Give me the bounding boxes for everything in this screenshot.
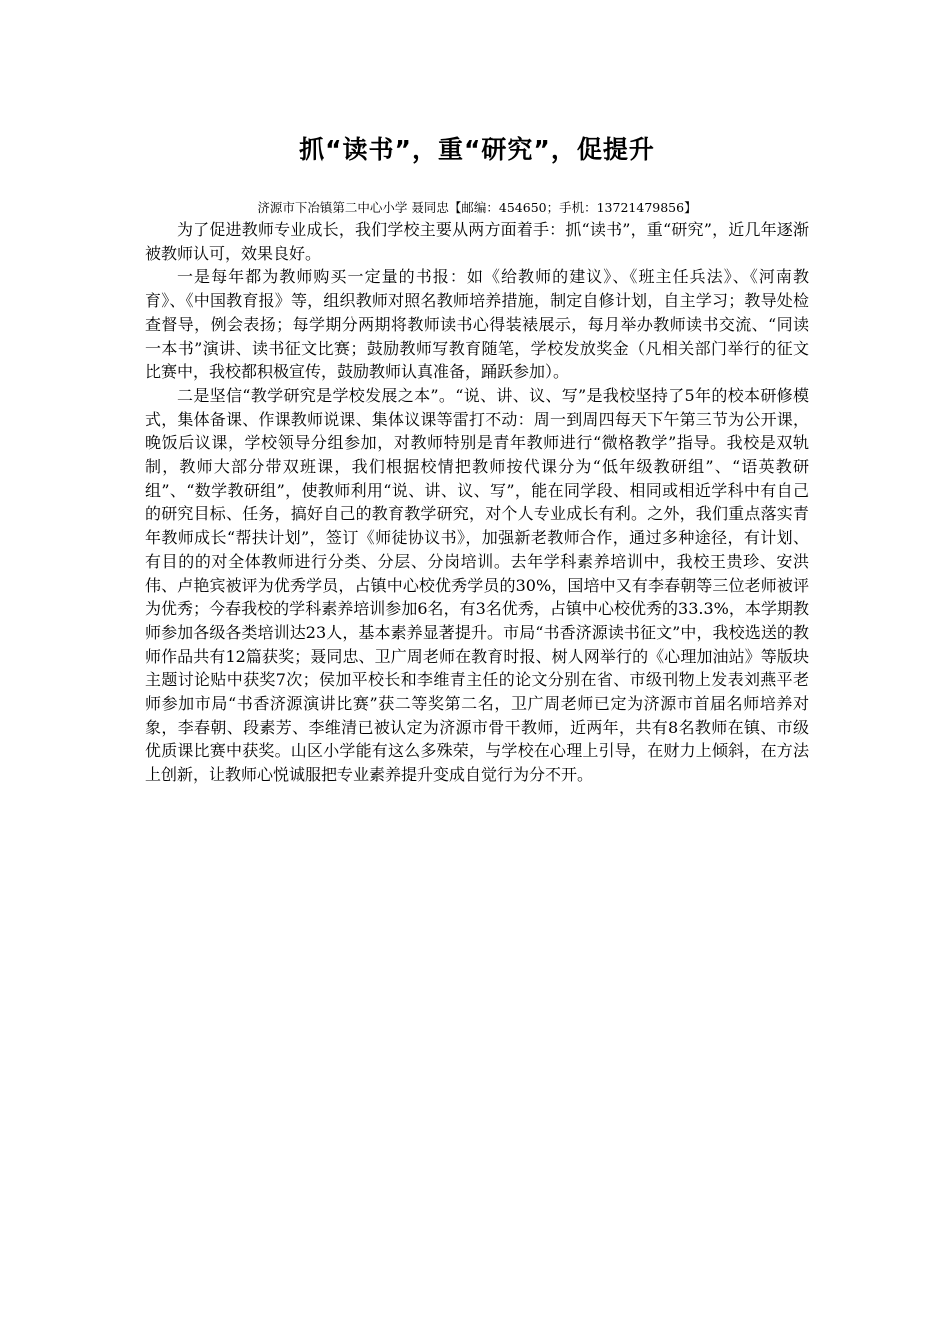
paragraph-reading: 一是每年都为教师购买一定量的书报：如《给教师的建议》、《班主任兵法》、《河南教育》、《中国教育报》等，组织教师对照名教师培养措施，制定自修计划，自主学习；教导处检查督导，例会表扬；每学期分两期将教师读书心得装裱展示，每月举办教师读书交流、“同读一本书”演讲、读书征文比赛；鼓励教师写教育随笔，学校发放奖金（凡相关部门举行的征文比赛中，我校都积极宣传，鼓励教师认真准备，踊跃参加）。 <box>145 267 809 382</box>
paragraph-intro: 为了促进教师专业成长，我们学校主要从两方面着手：抓“读书”，重“研究”，近几年逐渐被教师认可，效果良好。 <box>145 220 809 263</box>
paragraph-research: 二是坚信“教学研究是学校发展之本”。“说、讲、议、写”是我校坚持了5年的校本研修模式，集体备课、作课教师说课、集体议课等雷打不动：周一到周四每天下午第三节为公开课，晚饭后议课，学校领导分组参加，对教师特别是青年教师进行“微格教学”指导。我校是双轨制，教师大部分带双班课，我们根据校情把教师按代课分为“低年级教研组”、“语英教研组”、“数学教研组”，使教师利用“说、讲、议、写”，能在同学段、相同或相近学科中有自己的研究目标、任务，搞好自己的教育教学研究，对个人专业成长有利。之外，我们重点落实青年教师成长“帮扶计划”，签订《师徒协议书》，加强新老教师合作，通过多种途径，有计划、有目的的对全体教师进行分类、分层、分岗培训。去年学科素养培训中，我校王贵珍、安洪伟、卢艳宾被评为优秀学员，占镇中心校优秀学员的30%，国培中又有李春朝等三位老师被评为优秀；今春我校的学科素养培训参加6名，有3名优秀，占镇中心校优秀的33.3%，本学期教师参加各级各类培训达23人，基本素养显著提升。市局“书香济源读书征文”中，我校选送的教师作品共有12篇获奖；聂同忠、卫广周老师在教育时报、树人网举行的《心理加油站》等版块主题讨论贴中获奖7次；侯加平校长和李维青主任的论文分别在省、市级刊物上发表刘燕平老师参加市局“书香济源演讲比赛”获二等奖第二名，卫广周老师已定为济源市首届名师培养对象，李春朝、段素芳、李维清已被认定为济源市骨干教师，近两年，共有8名教师在镇、市级优质课比赛中获奖。山区小学能有这么多殊荣，与学校在心理上引导，在财力上倾斜，在方法上创新，让教师心悦诚服把专业素养提升变成自觉行为分不开。 <box>145 385 809 785</box>
author-line: 济源市下冶镇第二中心小学 聂同忠【邮编：454650；手机：13721479856】 <box>257 200 697 215</box>
document-title: 抓“读书”，重“研究”，促提升 <box>299 135 655 164</box>
document-content <box>145 128 809 787</box>
